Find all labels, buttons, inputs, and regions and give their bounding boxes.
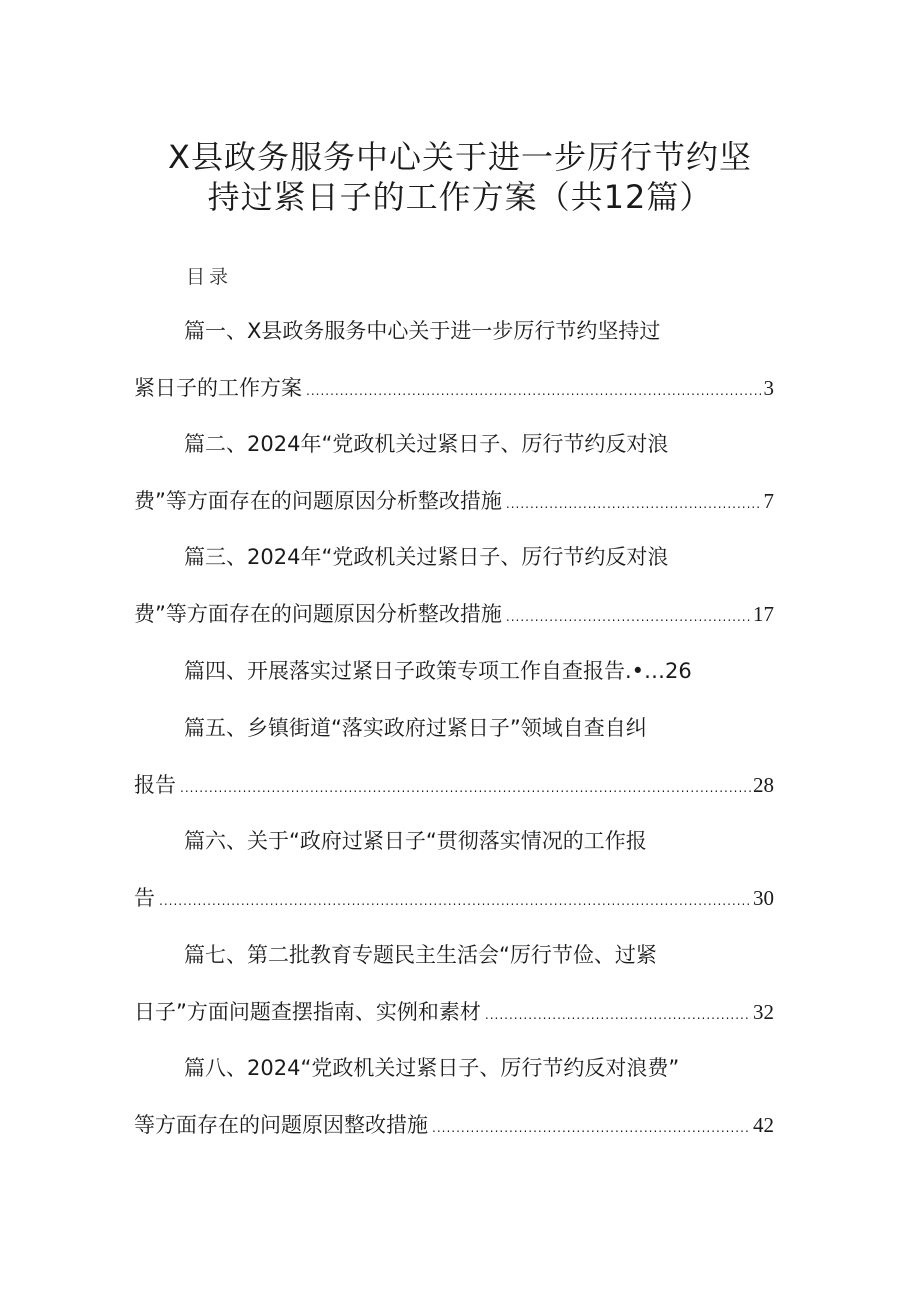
- toc-entry-7-page: 32: [753, 1000, 774, 1024]
- leader-dots: [159, 886, 751, 916]
- toc-entry-1-continuation: [134, 373, 774, 403]
- toc-entry-3-continuation: [134, 599, 774, 629]
- toc-entry-2-first-line: 篇二、2024年“党政机关过紧日子、厉行节约反对浪: [184, 432, 669, 456]
- leader-dots: [306, 376, 762, 406]
- leader-dots: [432, 1113, 751, 1143]
- toc-entry-1-first-line: 篇一、X县政务服务中心关于进一步厉行节约坚持过: [184, 319, 661, 343]
- toc-entry-5-continuation: [134, 770, 774, 800]
- toc-entry-3-first-line: 篇三、2024年“党政机关过紧日子、厉行节约反对浪: [184, 545, 669, 569]
- toc-entry-5-first-line: 篇五、乡镇街道“落实政府过紧日子”领域自查自纠: [184, 716, 647, 740]
- toc-entry-5-page: 28: [753, 773, 774, 797]
- toc-entry-8-text: 等方面存在的问题原因整改措施: [134, 1113, 428, 1137]
- toc-heading: 目录: [186, 266, 233, 288]
- toc-entry-6-text: 告: [134, 886, 155, 910]
- toc-entry-4: 篇四、开展落实过紧日子政策专项工作自查报告.•…26: [184, 659, 692, 683]
- toc-entry-2-page: 7: [763, 489, 774, 513]
- leader-dots: [506, 489, 762, 519]
- toc-entry-6-continuation: [134, 883, 774, 913]
- toc-entry-3-text: 费”等方面存在的问题原因分析整改措施: [134, 602, 502, 626]
- toc-entry-1-text: 紧日子的工作方案: [134, 376, 302, 400]
- toc-entry-8-first-line: 篇八、2024“党政机关过紧日子、厉行节约反对浪费”: [184, 1056, 680, 1080]
- leader-dots: [180, 773, 751, 803]
- toc-entry-5-text: 报告: [134, 773, 176, 797]
- toc-entry-6-page: 30: [753, 886, 774, 910]
- toc-entry-1-page: 3: [763, 376, 774, 400]
- document-title-line-2: 持过紧日子的工作方案（共12篇）: [207, 178, 713, 216]
- toc-entry-8-continuation: [134, 1110, 774, 1140]
- toc-entry-7-first-line: 篇七、第二批教育专题民主生活会“厉行节俭、过紧: [184, 943, 657, 967]
- document-title-line-1: X县政务服务中心关于进一步厉行节约坚: [168, 138, 752, 176]
- toc-entry-7-continuation: [134, 997, 774, 1027]
- toc-entry-3-page: 17: [753, 602, 774, 626]
- toc-entry-8-page: 42: [753, 1113, 774, 1137]
- leader-dots: [506, 602, 751, 632]
- toc-entry-6-first-line: 篇六、关于“政府过紧日子“贯彻落实情况的工作报: [184, 829, 647, 853]
- toc-entry-2-text: 费”等方面存在的问题原因分析整改措施: [134, 489, 502, 513]
- toc-entry-7-text: 日子”方面问题查摆指南、实例和素材: [134, 1000, 481, 1024]
- leader-dots: [485, 1000, 751, 1030]
- toc-entry-2-continuation: [134, 486, 774, 516]
